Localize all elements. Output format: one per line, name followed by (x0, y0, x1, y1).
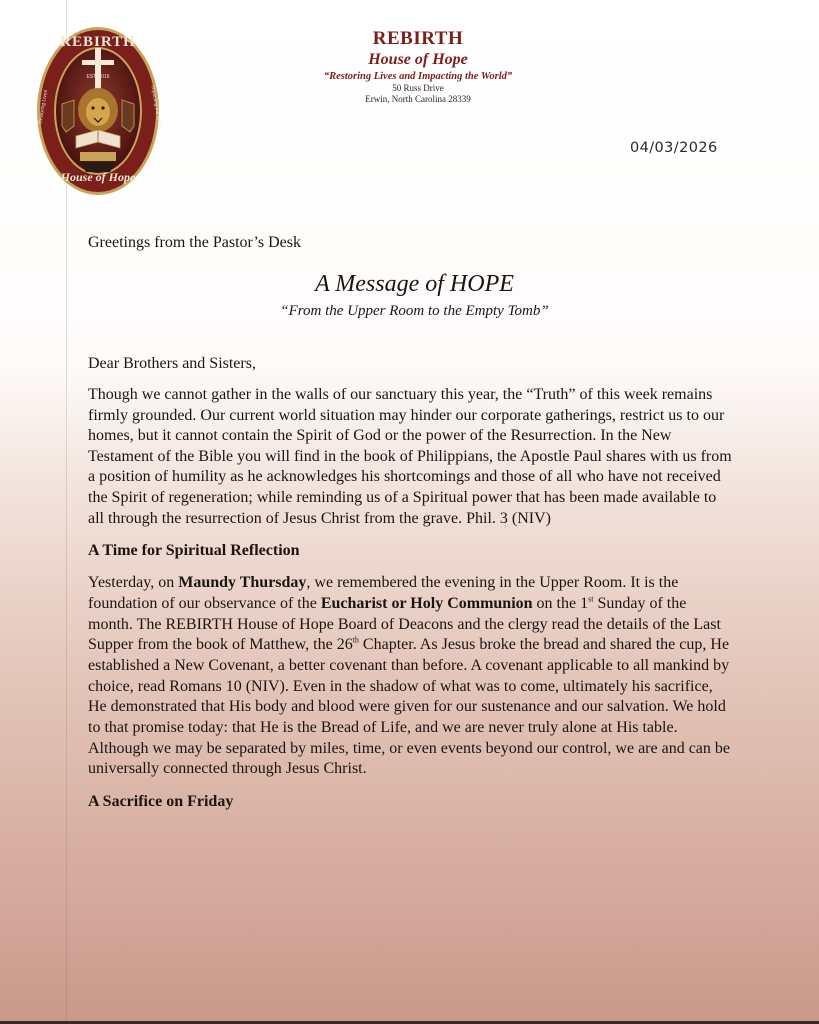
p2-sup-th: th (352, 635, 359, 645)
p2-text-4: Sunday of the month. The REBIRTH House of Hope Board of Deacons and the clergy read the details of the Last Supper from the book of Matthew, the 26 (88, 594, 721, 654)
seal-est: EST. 2016 (86, 74, 110, 80)
address-line-1: 50 Russ Drive (392, 83, 444, 93)
p2-sup-st: st (588, 594, 594, 604)
org-name: REBIRTH (372, 28, 464, 49)
section-heading-reflection: A Time for Spiritual Reflection (88, 542, 300, 560)
address-line-2: Erwin, North Carolina 28339 (365, 94, 471, 104)
letterhead (260, 28, 576, 105)
seal-side-right: Impacting the World (149, 84, 163, 130)
p2-text-1: Yesterday, on (88, 574, 179, 592)
org-subtitle: House of Hope (368, 51, 468, 68)
church-logo-seal (36, 26, 163, 196)
paragraph-1: Though we cannot gather in the walls of our sanctuary this year, the “Truth” of this week remains firmly grounded. Our current world situation may hinder our corporate gatherings, restrict us to our homes, but it cannot contain the Spirit of God or the power of the Resurrection. In the New Testament of the Bible you will find in the book of Philippians, the Apostle Paul shares with us from a position of humility as he acknowledges his shortcomings and those of all who have not received the Spirit of regeneration; while reminding us of a Spiritual power that has been made available to all through the resurrection of Jesus Christ from the grave. Phil. 3 (NIV) (88, 386, 732, 527)
letter-date: 04/03/2026 (630, 140, 718, 156)
seal-side-left: Restoring Lives (37, 89, 50, 125)
seal-arc-top: REBIRTH (60, 34, 136, 50)
p2-text-2: , we remembered the evening in the Upper Room. It is the foundation of our observance of the (88, 574, 679, 612)
greeting-line: Greetings from the Pastor’s Desk (88, 234, 301, 251)
salutation: Dear Brothers and Sisters, (88, 355, 256, 372)
p2-text-5: Chapter. As Jesus broke the bread and shared the cup, He established a New Covenant, a better covenant than before. A covenant applicable to all mankind by choice, read Romans 10 (NIV). Even in the shadow of what was to come, ultimately his sacrifice, He demonstrated that His body and blood were given for our sustenance and our salvation. We hold to that promise today: that He is the Bread of Life, and we are never truly alone at His table. Although we may be separated by miles, time, or even events beyond our control, we are and can be universally connected through Jesus Christ. (88, 636, 731, 778)
p2-text-3: on the 1 (532, 594, 589, 612)
p2-bold-maundy: Maundy Thursday (178, 574, 307, 592)
section-heading-sacrifice: A Sacrifice on Friday (88, 793, 234, 811)
org-motto: “Restoring Lives and Impacting the World” (323, 71, 513, 82)
paragraph-2 (88, 573, 733, 780)
message-title: A Message of HOPE (315, 271, 514, 297)
letter-body (88, 232, 733, 813)
seal-arc-bottom: House of Hope (60, 170, 136, 184)
p2-bold-eucharist: Eucharist or Holy Communion (320, 594, 533, 612)
message-subtitle: “From the Upper Room to the Empty Tomb” (280, 303, 549, 319)
